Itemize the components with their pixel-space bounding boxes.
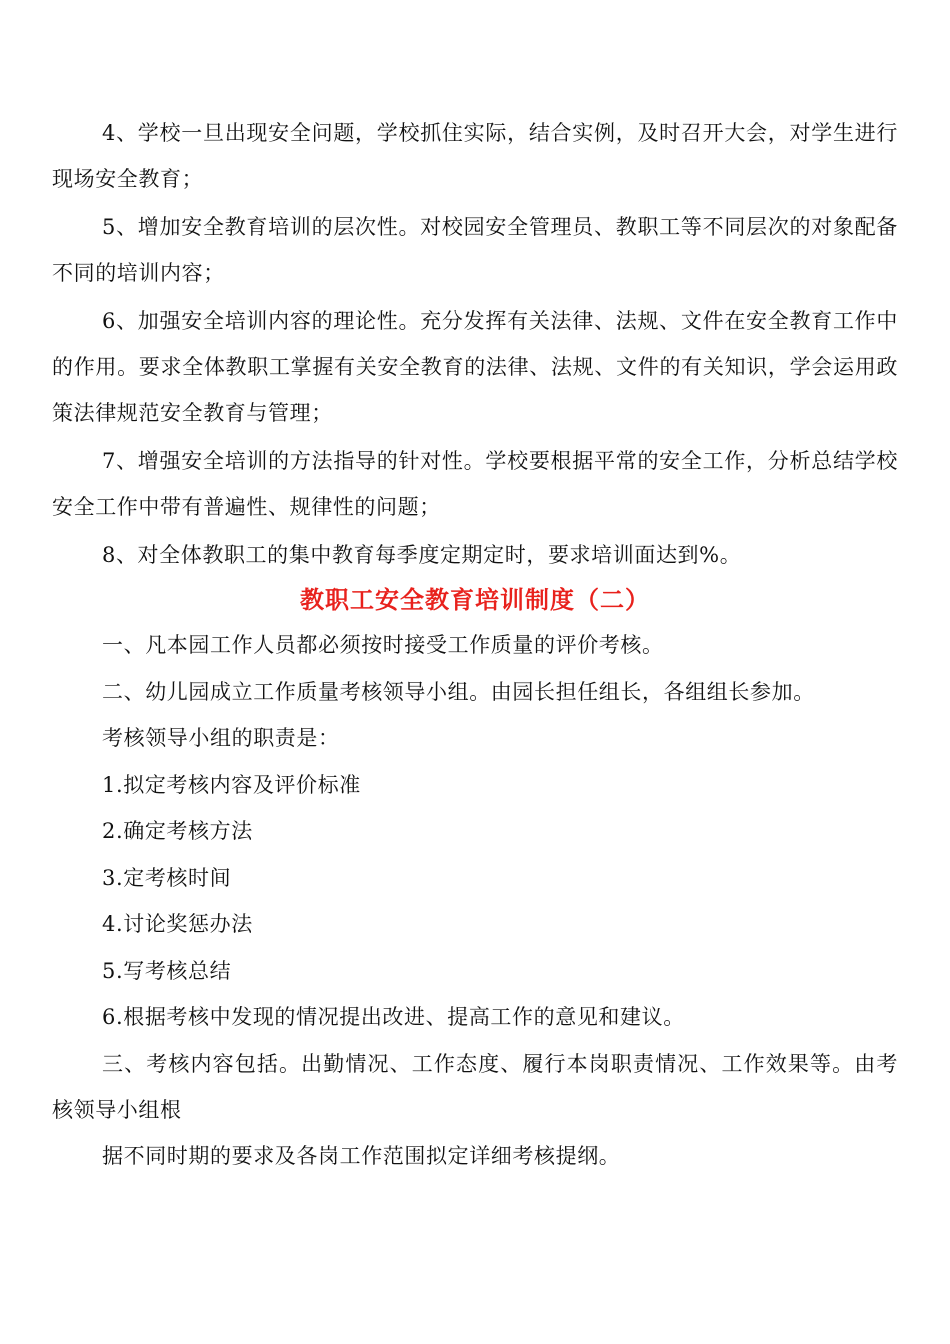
section-title: 教职工安全教育培训制度（二）	[300, 585, 650, 614]
paragraph-item-5: 5、增加安全教育培训的层次性。对校园安全管理员、教职工等不同层次的对象配备不同的培训内容；	[52, 215, 898, 285]
duty-item-2: 2.确定考核方法	[102, 819, 253, 843]
paragraph-item-8: 8、对全体教职工的集中教育每季度定期定时，要求培训面达到%。	[102, 543, 742, 567]
paragraph-rule-3-continued: 据不同时期的要求及各岗工作范围拟定详细考核提纲。	[102, 1143, 621, 1168]
duties-title: 考核领导小组的职责是：	[102, 726, 340, 750]
paragraph-rule-1: 一、凡本园工作人员都必须按时接受工作质量的评价考核。	[102, 633, 664, 657]
document-page	[52, 110, 898, 1179]
duty-item-3: 3.定考核时间	[102, 865, 232, 890]
paragraph-rule-3: 三、考核内容包括。出勤情况、工作态度、履行本岗职责情况、工作效果等。由考核领导小组根	[52, 1051, 898, 1122]
paragraph-item-7: 7、增强安全培训的方法指导的针对性。学校要根据平常的安全工作，分析总结学校安全工作中带有普遍性、规律性的问题；	[52, 449, 898, 519]
duty-item-6: 6.根据考核中发现的情况提出改进、提高工作的意见和建议。	[102, 1005, 685, 1029]
paragraph-item-6: 6、加强安全培训内容的理论性。充分发挥有关法律、法规、文件在安全教育工作中的作用。要求全体教职工掌握有关安全教育的法律、法规、文件的有关知识，学会运用政策法律规范安全教育与管理；	[52, 309, 898, 425]
paragraph-item-4: 4、学校一旦出现安全问题，学校抓住实际，结合实例，及时召开大会，对学生进行现场安全教育；	[52, 121, 898, 191]
paragraph-rule-2: 二、幼儿园成立工作质量考核领导小组。由园长担任组长，各组组长参加。	[102, 679, 815, 704]
duty-item-1: 1.拟定考核内容及评价标准	[102, 772, 361, 797]
duty-item-5: 5.写考核总结	[102, 958, 232, 983]
duty-item-4: 4.讨论奖惩办法	[102, 912, 253, 936]
